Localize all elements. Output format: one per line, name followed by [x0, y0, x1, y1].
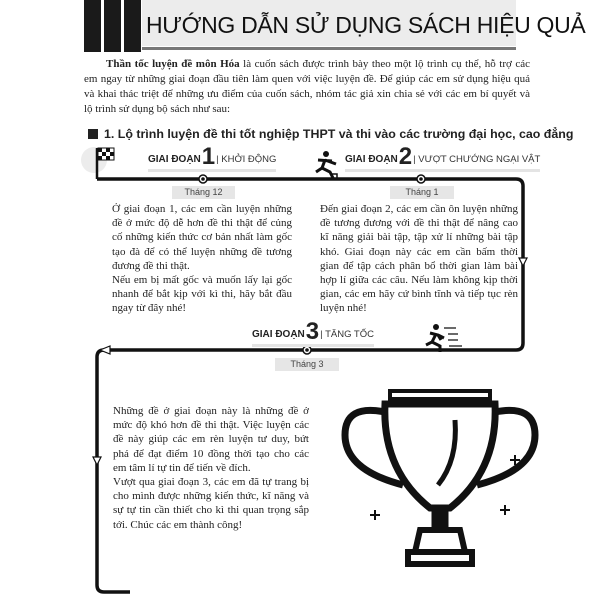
- trophy-icon: [345, 391, 535, 564]
- stage-prefix: GIAI ĐOẠN: [345, 154, 398, 165]
- stage-number: 2: [398, 143, 413, 170]
- stage-3-text: [113, 404, 309, 532]
- paragraph: Vượt qua giai đoạn 3, các em đã tự trang bị cho mình được những kiến thức, kĩ năng và sự tự tin cần thiết cho kì thi quan trọng sắp tới. Chúc các em thành công!: [113, 476, 309, 531]
- stage-2-text: [320, 202, 518, 316]
- stage-3-label: [252, 318, 374, 347]
- stage-prefix: GIAI ĐOẠN: [148, 154, 201, 165]
- stage-2-label: [345, 143, 541, 172]
- stage-name: | KHỞI ĐỘNG: [216, 154, 277, 165]
- intro-text: là cuốn sách được trình bày theo một lộ trình cụ thể, hỗ trợ các em ngay từ những giai đoạn đầu tiên làm quen với việc luyện đề. Để giúp các em sử dụng hiệu quả và khai thác triệt để những ưu điểm của cuốn sách, nhóm tác giả xin chia sẻ với các em bí quyết và lộ trình sử dụng bộ sách như sau:: [84, 58, 530, 115]
- paragraph: Ở giai đoạn 1, các em cần luyện những đề ở mức độ dễ hơn đề thi thật để củng cố những kiến thức cơ bản nhất làm gốc tạo đà để có thể luyện những đề tương đương đề thi thật.: [112, 203, 292, 272]
- stage-1-text: [112, 202, 292, 316]
- stage-number: 3: [305, 318, 320, 345]
- page-title: HƯỚNG DẪN SỬ DỤNG SÁCH HIỆU QUẢ: [146, 12, 586, 38]
- section-title: 1. Lộ trình luyện đề thi tốt nghiệp THPT và thi vào các trường đại học, cao đẳng: [104, 127, 574, 141]
- month-label: Tháng 3: [275, 358, 339, 371]
- paragraph: Nếu em bị mất gốc và muốn lấy lại gốc nhanh để bắt kịp với kì thi, hãy bắt đầu ngay từ đây nhé!: [112, 274, 292, 315]
- paragraph: Những đề ở giai đoạn này là những đề ở mức độ khó hơn đề thi thật. Việc luyện các đề này giúp các em rèn luyện tư duy, bứt phá để đạt điểm 10 đồng thời tạo cho các em tâm lí tự tin để tiến về đích.: [113, 405, 309, 474]
- month-label: Tháng 1: [390, 186, 454, 199]
- stage-number: 1: [201, 143, 216, 170]
- stage-prefix: GIAI ĐOẠN: [252, 329, 305, 340]
- paragraph: Đến giai đoạn 2, các em cần ôn luyện những đề tương đương với đề thi thật để nâng cao kĩ năng giải bài tập, tập xử lí những bài tập khó. Giai đoạn này các em cần bấm thời gian để tập cách phân bổ thời gian làm bài hợp lí giữa các câu. Nếu làm không kịp thời gian, các em hãy cứ bình tĩnh và tiếp tục rèn luyện nhé!: [320, 203, 518, 315]
- book-title: Thần tốc luyện đề môn Hóa: [106, 58, 240, 70]
- stage-name: | VƯỢT CHƯỚNG NGẠI VẬT: [413, 154, 541, 165]
- stage-1-label: [148, 143, 277, 172]
- runner-icon: [426, 324, 462, 352]
- month-label: Tháng 12: [172, 186, 235, 199]
- stage-name: | TĂNG TỐC: [320, 329, 374, 340]
- jumper-icon: [316, 151, 337, 179]
